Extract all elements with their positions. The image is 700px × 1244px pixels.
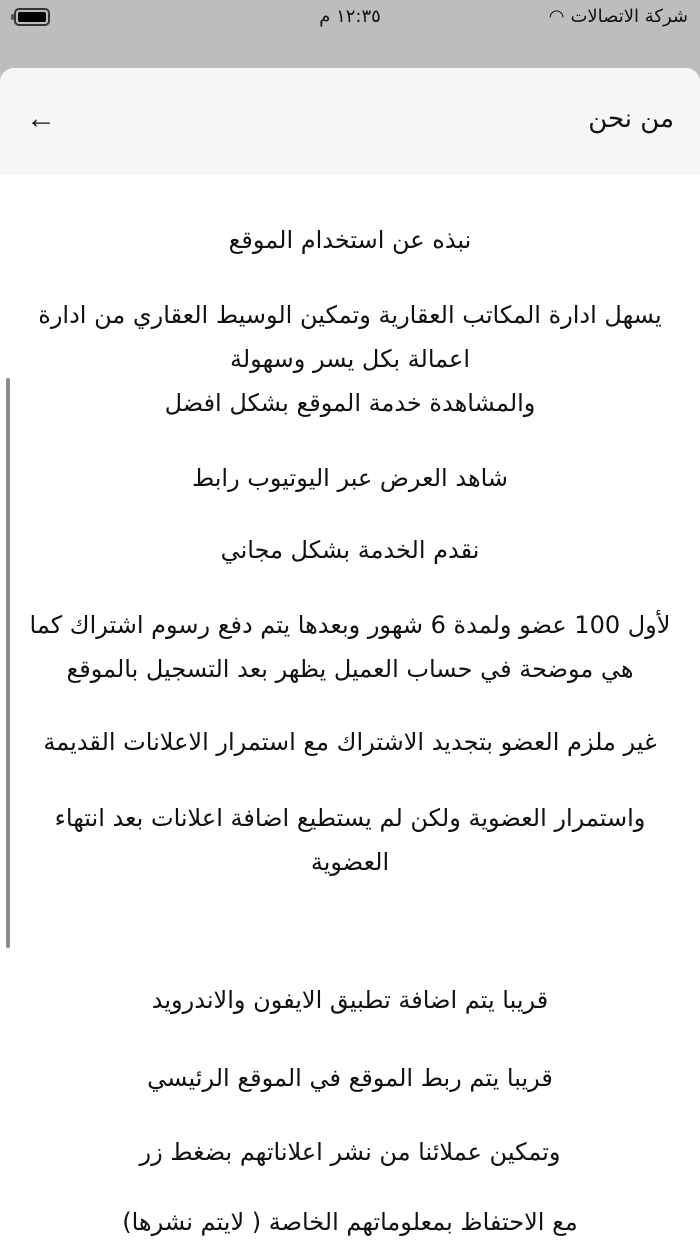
paragraph: غير ملزم العضو بتجديد الاشتراك مع استمرار الاعلانات القديمة	[43, 728, 657, 756]
wifi-icon: ◠	[548, 6, 565, 27]
page-title: من نحن	[588, 104, 674, 134]
paragraph: يسهل ادارة المكاتب العقارية وتمكين الوسيط العقاري من ادارة اعمالة بكل يسر وسهولة والمشاهدة خدمة الموقع بشكل افضل	[38, 301, 662, 417]
carrier-name: شركة الاتصالات	[570, 6, 688, 27]
about-sheet	[0, 68, 700, 1244]
status-bar	[0, 0, 700, 40]
paragraph: نبذه عن استخدام الموقع	[228, 226, 472, 254]
header	[0, 68, 700, 175]
paragraph: شاهد العرض عبر اليوتيوب رابط	[191, 464, 509, 492]
paragraph: لأول 100 عضو ولمدة 6 شهور وبعدها يتم دفع رسوم اشتراك كما هي موضحة في حساب العميل يظهر بعد التسجيل بالموقع	[29, 611, 671, 683]
clock: ١٢:٣٥ م	[319, 6, 381, 27]
scrollbar[interactable]	[6, 378, 10, 948]
paragraph: مع الاحتفاظ بمعلوماتهم الخاصة ( لايتم نشرها)	[122, 1208, 578, 1236]
paragraph: قريبا يتم اضافة تطبيق الايفون والاندرويد	[151, 986, 549, 1014]
paragraph: نقدم الخدمة بشكل مجاني	[220, 536, 480, 564]
paragraph: قريبا يتم ربط الموقع في الموقع الرئيسي	[147, 1064, 553, 1092]
paragraph: واستمرار العضوية ولكن لم يستطيع اضافة اعلانات بعد انتهاء العضوية	[54, 804, 646, 876]
back-arrow-icon[interactable]: ←	[26, 102, 56, 135]
paragraph: وتمكين عملائنا من نشر اعلاناتهم بضغط زر	[139, 1138, 561, 1166]
battery-icon	[14, 8, 50, 26]
